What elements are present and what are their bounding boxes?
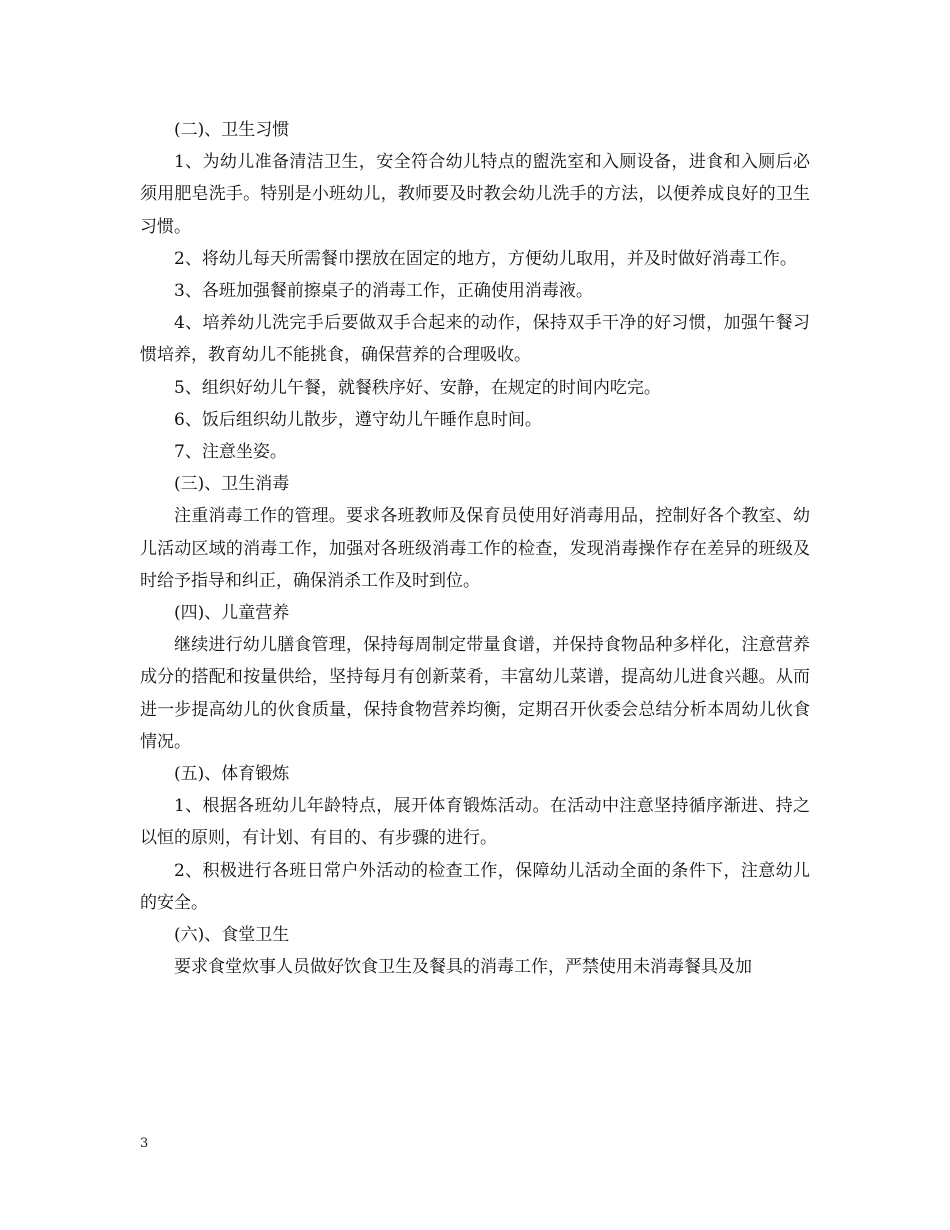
section-heading-canteen-hygiene: (六)、食堂卫生 (174, 925, 290, 946)
section-heading-nutrition: (四)、儿童营养 (174, 603, 290, 624)
paragraph-hygiene-3: 3、各班加强餐前擦桌子的消毒工作，正确使用消毒液。 (174, 281, 593, 302)
paragraph-hygiene-1: 1、为幼儿准备清洁卫生，安全符合幼儿特点的盥洗室和入厕设备，进食和入厕后必须用肥皂洗手。特别是小班幼儿，教师要及时教会幼儿洗手的方法，以便养成良好的卫生习惯。 (140, 152, 810, 237)
paragraph-hygiene-2: 2、将幼儿每天所需餐巾摆放在固定的地方，方便幼儿取用，并及时做好消毒工作。 (174, 248, 797, 269)
paragraph-canteen: 要求食堂炊事人员做好饮食卫生及餐具的消毒工作，严禁使用未消毒餐具及加 (174, 957, 752, 978)
paragraph-nutrition: 继续进行幼儿膳食管理，保持每周制定带量食谱，并保持食物品种多样化，注意营养成分的搭配和按量供给，坚持每月有创新菜肴，丰富幼儿菜谱，提高幼儿进食兴趣。从而进一步提高幼儿的伙食质量，保持食物营养均衡，定期召开伙委会总结分析本周幼儿伙食情况。 (140, 635, 810, 752)
paragraph-hygiene-6: 6、饭后组织幼儿散步，遵守幼儿午睡作息时间。 (174, 409, 542, 430)
paragraph-hygiene-7: 7、注意坐姿。 (174, 442, 287, 463)
paragraph-hygiene-5: 5、组织好幼儿午餐，就餐秩序好、安静，在规定的时间内吃完。 (174, 377, 661, 398)
section-heading-disinfection: (三)、卫生消毒 (174, 474, 290, 495)
section-heading-physical-exercise: (五)、体育锻炼 (174, 764, 290, 785)
section-heading-hygiene-habits: (二)、卫生习惯 (174, 120, 290, 140)
paragraph-exercise-1: 1、根据各班幼儿年龄特点，展开体育锻炼活动。在活动中注意坚持循序渐进、持之以恒的原则，有计划、有目的、有步骤的进行。 (140, 796, 810, 849)
paragraph-disinfection: 注重消毒工作的管理。要求各班教师及保育员使用好消毒用品，控制好各个教室、幼儿活动区域的消毒工作，加强对各班级消毒工作的检查，发现消毒操作存在差异的班级及时给予指导和纠正，确保消杀工作及时到位。 (140, 506, 810, 591)
paragraph-exercise-2: 2、积极进行各班日常户外活动的检查工作，保障幼儿活动全面的条件下，注意幼儿的安全。 (140, 860, 810, 913)
document-body (140, 114, 810, 983)
paragraph-hygiene-4: 4、培养幼儿洗完手后要做双手合起来的动作，保持双手干净的好习惯，加强午餐习惯培养，教育幼儿不能挑食，确保营养的合理吸收。 (140, 313, 810, 366)
page-number: 3 (140, 1136, 149, 1151)
